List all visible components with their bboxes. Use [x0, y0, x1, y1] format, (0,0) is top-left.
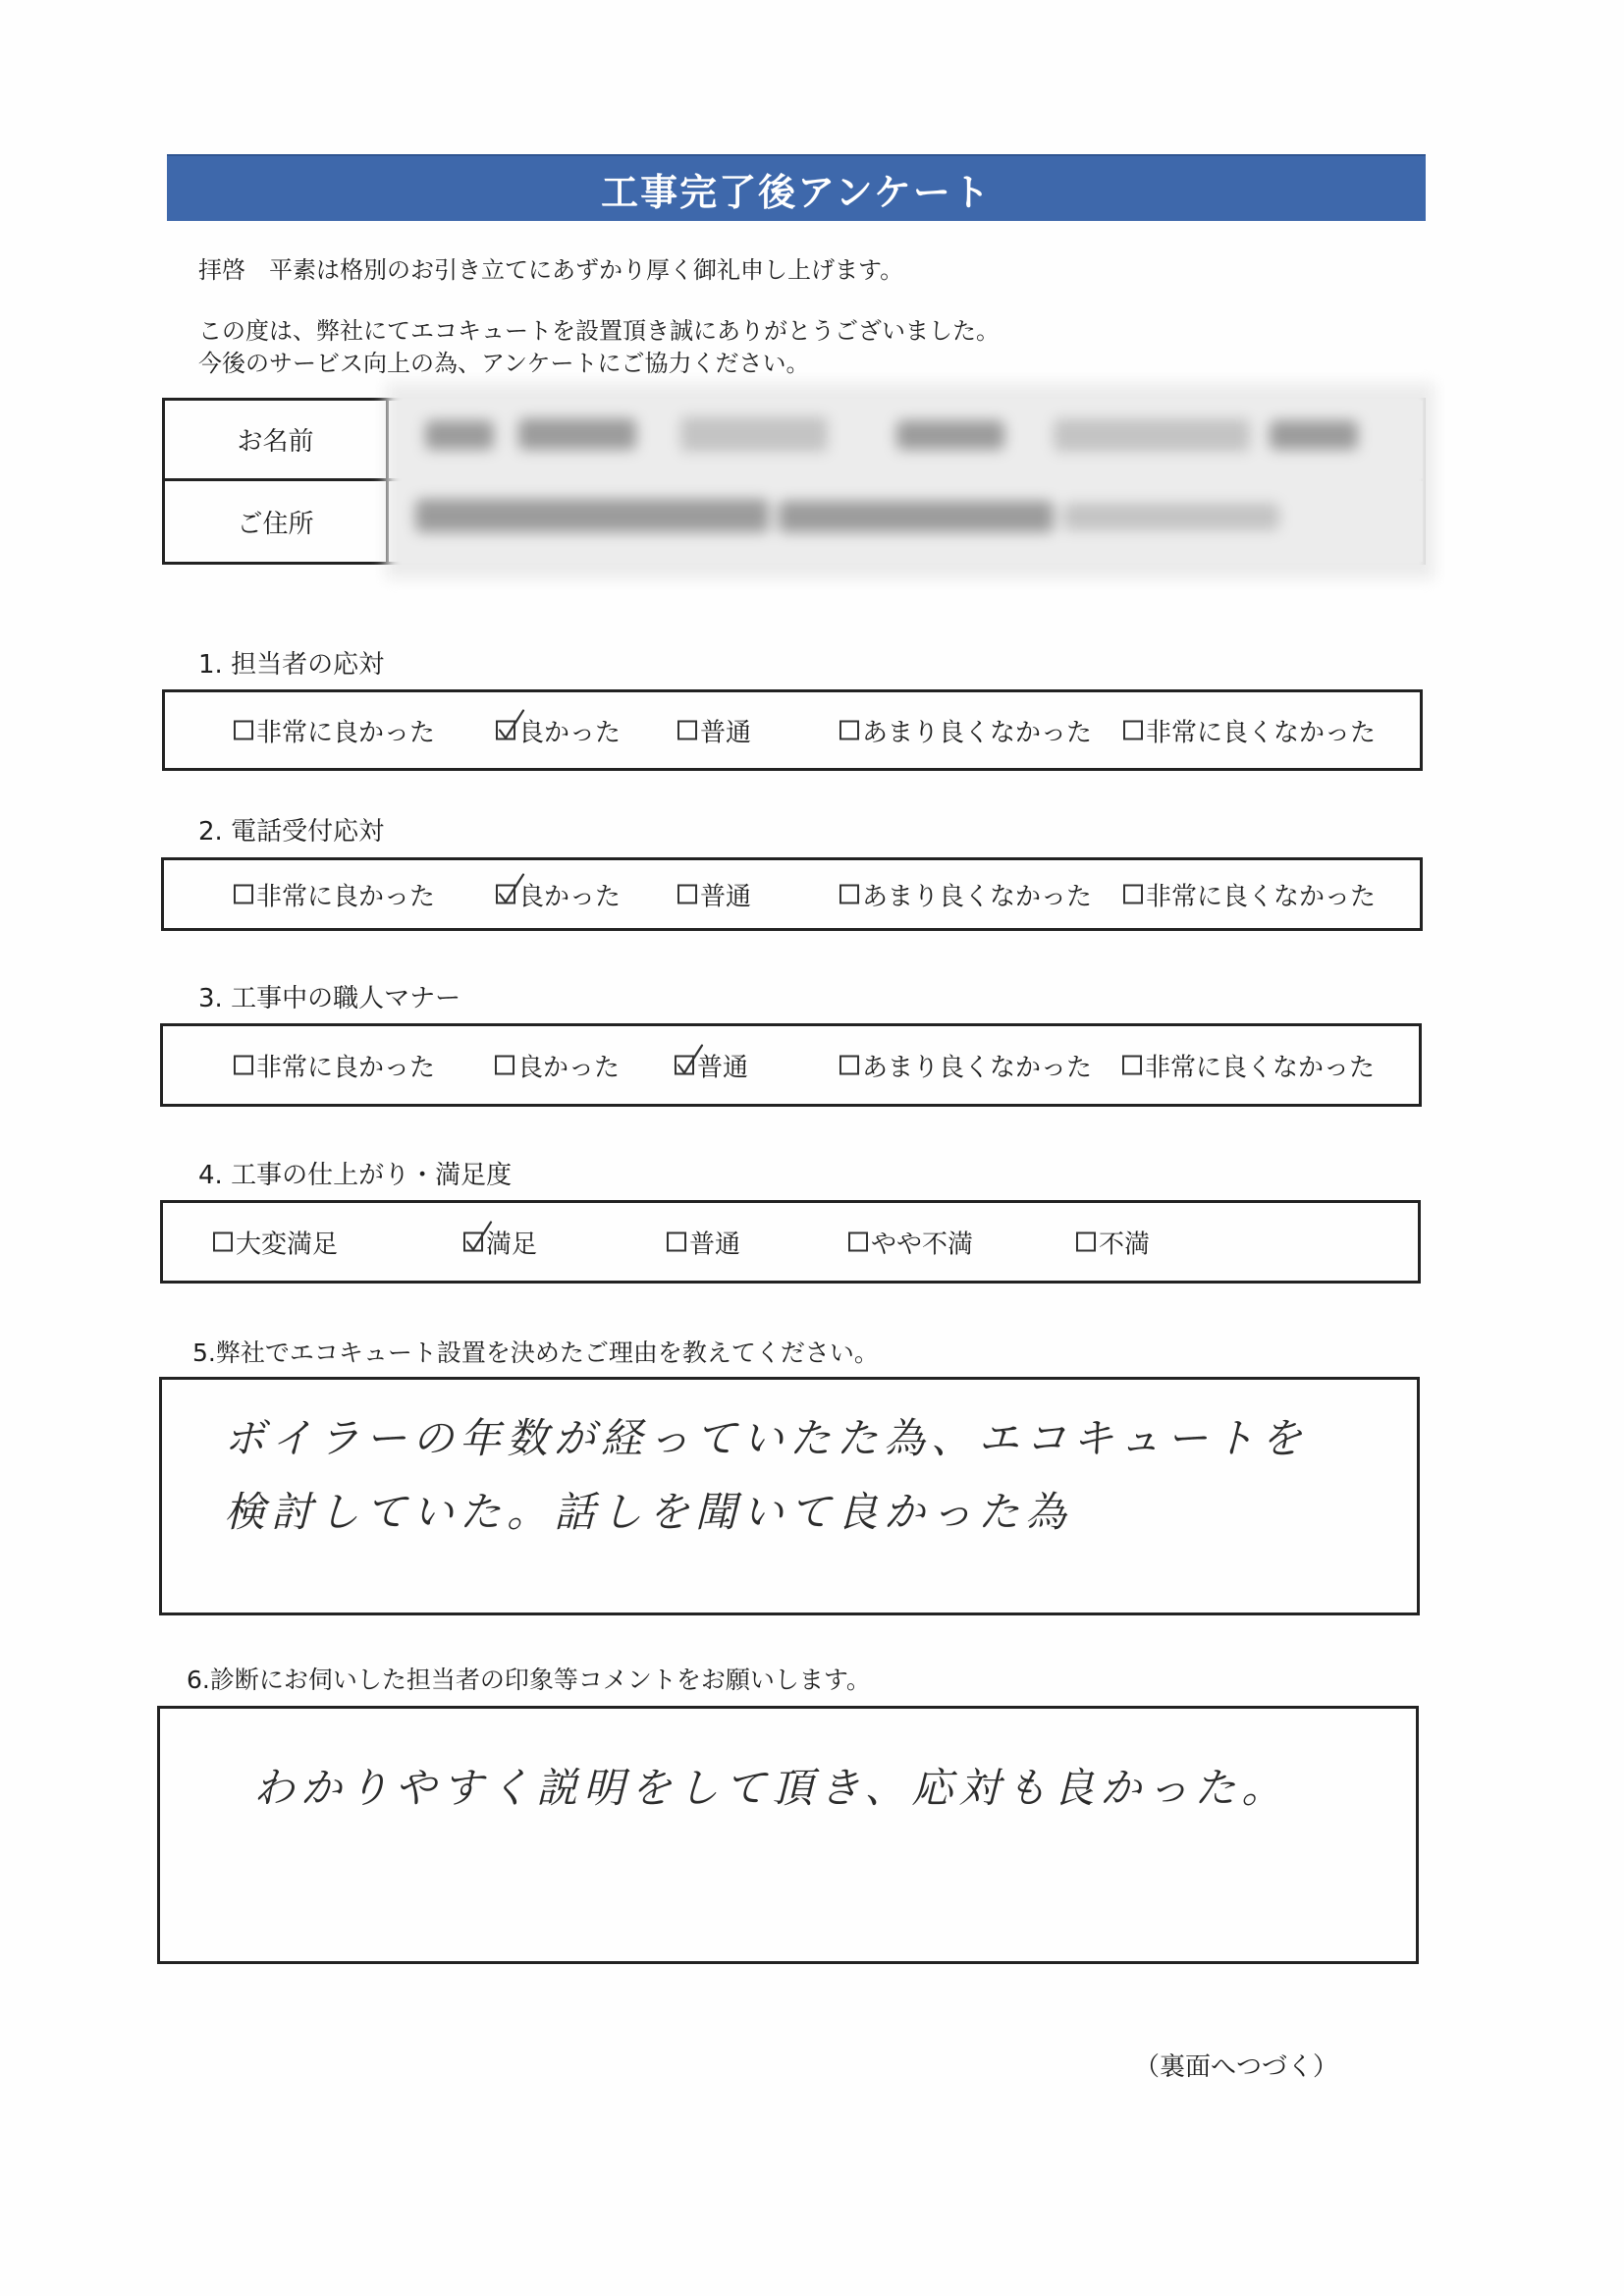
checkbox[interactable]: [234, 721, 253, 740]
q4-option-very-satisfied[interactable]: [213, 1224, 338, 1260]
option-label: 良かった: [517, 1053, 621, 1082]
q2-option-average[interactable]: [677, 876, 751, 912]
question-2-label: 2. 電話受付応対: [198, 817, 385, 847]
check-mark-icon: [675, 1044, 704, 1077]
option-label: 良かった: [518, 882, 622, 911]
question-1-options: [162, 689, 1423, 771]
checkbox[interactable]: [1123, 721, 1143, 740]
option-label: あまり良くなかった: [862, 882, 1093, 911]
option-label: 非常に良かった: [256, 1053, 436, 1082]
option-label: 非常に良かった: [256, 882, 436, 911]
option-label: 普通: [700, 718, 752, 747]
checkbox[interactable]: [839, 721, 859, 740]
option-label: 非常に良くなかった: [1146, 882, 1377, 911]
continued-on-back-note: （裏面へつづく）: [1134, 2052, 1339, 2082]
title-bar: [167, 154, 1426, 221]
checkbox[interactable]: [667, 1232, 686, 1252]
q4-option-somewhat-dissatisfied[interactable]: [848, 1224, 973, 1260]
question-3-options: [160, 1023, 1422, 1107]
option-label: 非常に良くなかった: [1145, 1053, 1376, 1082]
q4-option-average[interactable]: [667, 1224, 740, 1260]
question-6-label: 6.診断にお伺いした担当者の印象等コメントをお願いします。: [187, 1666, 871, 1694]
question-5-label: 5.弊社でエコキュート設置を決めたご理由を教えてください。: [192, 1339, 879, 1367]
q2-option-good[interactable]: [496, 876, 621, 912]
question-1-label: 1. 担当者の応対: [198, 650, 385, 680]
option-label: 満足: [486, 1230, 538, 1259]
q1-option-not-very-good[interactable]: [839, 712, 1092, 748]
option-label: 不満: [1099, 1230, 1151, 1259]
q1-option-good[interactable]: [496, 712, 621, 748]
impression-answer-box[interactable]: [157, 1706, 1419, 1964]
q1-option-very-bad[interactable]: [1123, 712, 1376, 748]
impression-answer-line-1: わかりやすく説明をして頂き、応対も良かった。: [253, 1764, 1289, 1812]
option-label: 普通: [697, 1053, 749, 1082]
option-label: 普通: [700, 882, 752, 911]
q3-option-average[interactable]: [675, 1047, 748, 1083]
option-label: あまり良くなかった: [862, 1053, 1093, 1082]
q1-option-very-good[interactable]: [234, 712, 435, 748]
checkbox[interactable]: [848, 1232, 868, 1252]
q3-option-very-bad[interactable]: [1122, 1047, 1375, 1083]
q3-option-good[interactable]: [495, 1047, 620, 1083]
q4-option-dissatisfied[interactable]: [1076, 1224, 1150, 1260]
thanks-text: この度は、弊社にてエコキュートを設置頂き誠にありがとうございました。: [198, 317, 1000, 345]
name-label: お名前: [165, 401, 389, 478]
request-text: 今後のサービス向上の為、アンケートにご協力ください。: [198, 350, 810, 377]
option-label: あまり良くなかった: [862, 718, 1093, 747]
option-label: 良かった: [518, 718, 622, 747]
checkbox[interactable]: [496, 885, 515, 904]
checkbox[interactable]: [1076, 1232, 1096, 1252]
checkbox[interactable]: [839, 885, 859, 904]
question-4-label: 4. 工事の仕上がり・満足度: [198, 1161, 513, 1190]
option-label: やや不満: [871, 1230, 974, 1259]
checkbox[interactable]: [677, 721, 697, 740]
checkbox[interactable]: [1123, 885, 1143, 904]
question-3-label: 3. 工事中の職人マナー: [198, 984, 461, 1013]
check-mark-icon: [496, 873, 525, 906]
q3-option-very-good[interactable]: [234, 1047, 435, 1083]
checkbox[interactable]: [677, 885, 697, 904]
q2-option-very-good[interactable]: [234, 876, 435, 912]
address-label: ご住所: [165, 481, 389, 562]
q1-option-average[interactable]: [677, 712, 751, 748]
checkbox[interactable]: [496, 721, 515, 740]
question-4-options: [160, 1200, 1421, 1284]
checkbox[interactable]: [234, 1056, 253, 1075]
q2-option-very-bad[interactable]: [1123, 876, 1376, 912]
q4-option-satisfied[interactable]: [463, 1224, 537, 1260]
option-label: 非常に良かった: [256, 718, 436, 747]
checkbox[interactable]: [463, 1232, 483, 1252]
redacted-customer-info: [386, 383, 1435, 579]
page-title: 工事完了後アンケート: [601, 170, 992, 214]
checkbox[interactable]: [495, 1056, 514, 1075]
reason-answer-box[interactable]: [159, 1377, 1420, 1615]
option-label: 非常に良くなかった: [1146, 718, 1377, 747]
reason-answer-line-2: 検討していた。話しを聞いて良かった為: [224, 1488, 1073, 1536]
q3-option-not-very-good[interactable]: [839, 1047, 1092, 1083]
checkbox[interactable]: [213, 1232, 233, 1252]
question-2-options: [161, 857, 1423, 931]
greeting-text: 拝啓 平素は格別のお引き立てにあずかり厚く御礼申し上げます。: [198, 256, 904, 284]
checkbox[interactable]: [675, 1056, 694, 1075]
checkbox[interactable]: [1122, 1056, 1142, 1075]
check-mark-icon: [463, 1221, 493, 1254]
checkbox[interactable]: [234, 885, 253, 904]
q2-option-not-very-good[interactable]: [839, 876, 1092, 912]
reason-answer-line-1: ボイラーの年数が経っていたた為、エコキュートを: [224, 1414, 1309, 1462]
option-label: 大変満足: [236, 1230, 339, 1259]
checkbox[interactable]: [839, 1056, 859, 1075]
option-label: 普通: [689, 1230, 741, 1259]
check-mark-icon: [496, 709, 525, 742]
